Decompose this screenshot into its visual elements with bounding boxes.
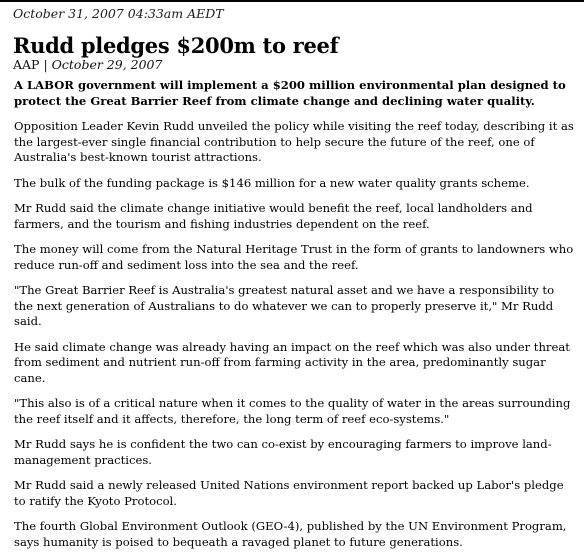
article-paragraph: "This also is of a critical nature when it comes to the quality of water in the areas surrounding the reef itself and it affects, therefore, the long term of reef eco-systems.": [14, 396, 571, 426]
byline-date: October 29, 2007: [51, 57, 163, 72]
article-paragraph: Opposition Leader Kevin Rudd unveiled the policy while visiting the reef today, describing it as the largest-ever single financial contribution to help secure the future of the reef, one of Australia's best-known tourist attractions.: [14, 119, 574, 164]
article-paragraph: The fourth Global Environment Outlook (GEO-4), published by the UN Environment Program, says humanity is poised to bequeath a ravaged planet to future generations.: [14, 519, 567, 549]
byline-separator: |: [43, 57, 48, 72]
article-body: [14, 78, 574, 560]
top-divider: [0, 0, 584, 2]
article-paragraph: Mr Rudd said a newly released United Nations environment report backed up Labor's pledge to ratify the Kyoto Protocol.: [14, 478, 564, 508]
article-paragraph: Mr Rudd says he is confident the two can co-exist by encouraging farmers to improve land-management practices.: [14, 437, 552, 467]
byline-source: AAP: [13, 57, 40, 72]
article-paragraph: Mr Rudd said the climate change initiative would benefit the reef, local landholders and farmers, and the tourism and fishing industries dependent on the reef.: [14, 201, 533, 231]
article-paragraph: The bulk of the funding package is $146 million for a new water quality grants scheme.: [14, 175, 530, 190]
lead-paragraph: A LABOR government will implement a $200 million environmental plan designed to protect the Great Barrier Reef from climate change and declining water quality.: [14, 78, 566, 108]
timestamp: October 31, 2007 04:33am AEDT: [13, 6, 224, 21]
headline: Rudd pledges $200m to reef: [13, 33, 339, 58]
article-paragraph: He said climate change was already having an impact on the reef which was also under threat from sediment and nutrient run-off from farming activity in the area, predominantly sugar cane.: [14, 339, 570, 385]
article-paragraph: "The Great Barrier Reef is Australia's greatest natural asset and we have a responsibility to the next generation of Australians to do whatever we can to properly preserve it," Mr Rudd said.: [14, 283, 555, 328]
article-paragraph: The money will come from the Natural Heritage Trust in the form of grants to landowners who reduce run-off and sediment loss into the sea and the reef.: [14, 242, 574, 272]
byline: [13, 57, 162, 72]
